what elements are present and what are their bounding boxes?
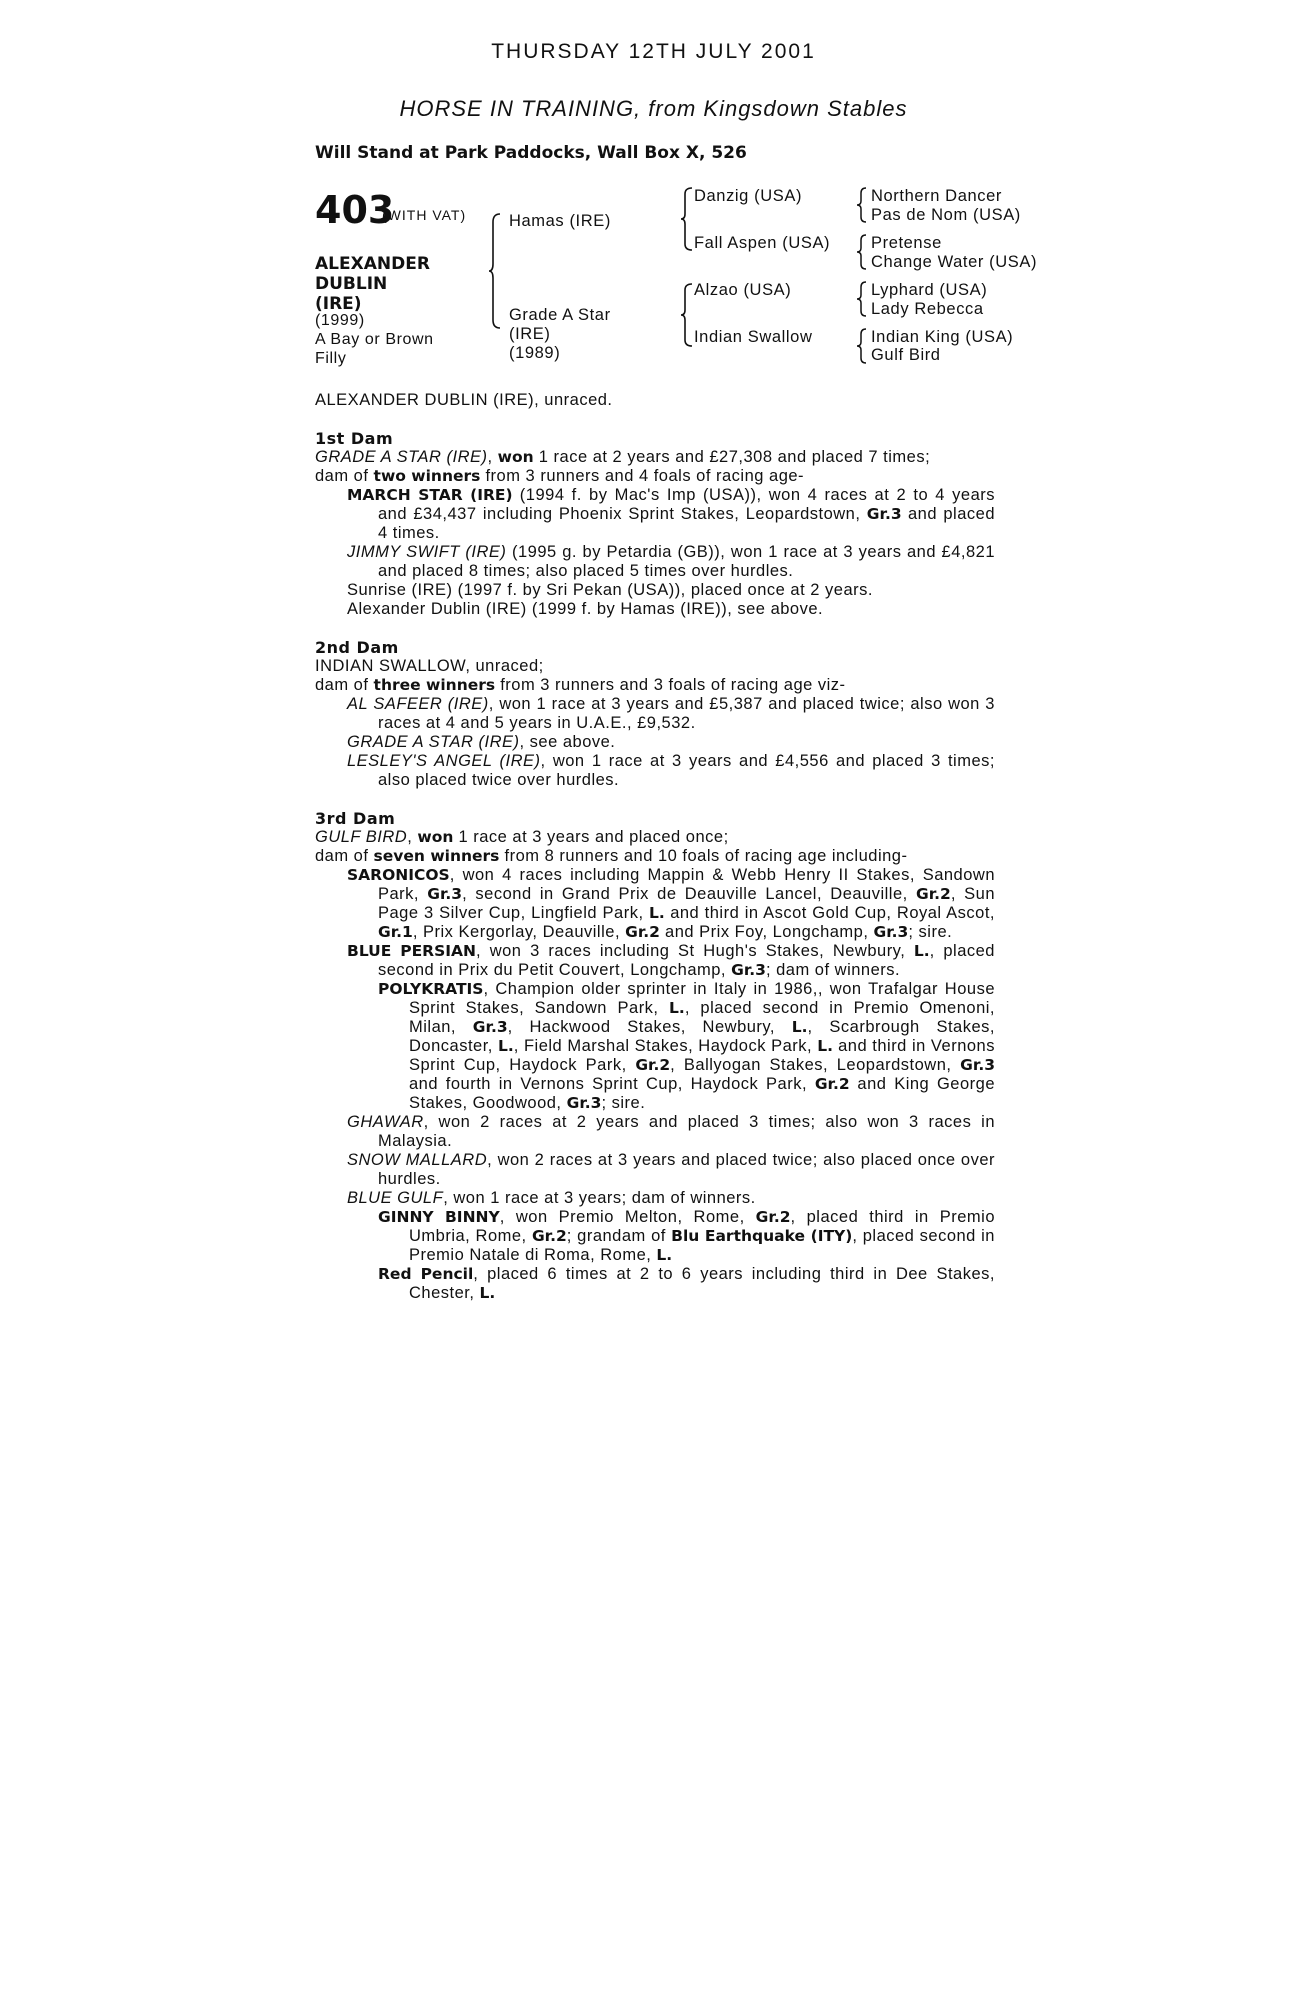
winners-count: two winners: [373, 467, 481, 485]
text: , Ballyogan Stakes, Leopardstown,: [670, 1056, 961, 1074]
second-dam-heading: 2nd Dam: [315, 638, 399, 657]
lot-number: 403: [315, 188, 395, 232]
grade-label: Gr.3: [960, 1056, 995, 1074]
grade-label: Gr.2: [625, 923, 660, 941]
pedigree-gen3-4: Change Water (USA): [871, 253, 1038, 271]
text: from 3 runners and 3 foals of racing age viz-: [495, 676, 846, 694]
text: from 3 runners and 4 foals of racing age-: [480, 467, 805, 485]
lot-subtitle: HORSE IN TRAINING, from Kingsdown Stables: [399, 96, 908, 121]
pedigree-brace-danzig: [856, 186, 868, 224]
sale-date: THURSDAY 12TH JULY 2001: [491, 40, 816, 63]
progeny-entry: [315, 752, 995, 790]
text: , Scarbrough Stakes, Doncaster,: [409, 1018, 995, 1055]
progeny-entry: [315, 866, 995, 942]
text: , won 2 races at 3 years and placed twice; also placed once over hurdles.: [378, 1151, 995, 1188]
text: , won 1 race at 3 years; dam of winners.: [443, 1189, 756, 1207]
text: , won 2 races at 2 years and placed 3 times; also won 3 races in Malaysia.: [378, 1113, 995, 1150]
text: and third in Ascot Gold Cup, Royal Ascot,: [664, 904, 995, 922]
text: and placed 4 times.: [378, 505, 996, 542]
third-dam-produce: [315, 847, 995, 866]
progeny-name: SNOW MALLARD: [347, 1151, 488, 1169]
pedigree-brace-main: [488, 212, 502, 330]
pedigree-dam-line: (1989): [509, 344, 561, 362]
pedigree-gen2-4: Indian Swallow: [694, 328, 813, 346]
text: dam of: [315, 467, 374, 485]
third-dam-record: [315, 828, 995, 847]
pedigree-dam: [509, 306, 611, 363]
pedigree-gen2-3: Alzao (USA): [694, 281, 792, 299]
text: dam of: [315, 847, 374, 865]
grade-label: L.: [791, 1018, 808, 1036]
text: , placed second in Premio Omenoni, Milan,: [409, 999, 995, 1036]
progeny-entry: Alexander Dublin (IRE) (1999 f. by Hamas (IRE)), see above.: [347, 600, 824, 618]
text: , second in Grand Prix de Deauville Lancel, Deauville,: [462, 885, 916, 903]
grade-label: Gr.1: [378, 923, 413, 941]
grade-label: L.: [498, 1037, 514, 1055]
progeny-name: SARONICOS: [347, 866, 450, 884]
progeny-name: GRADE A STAR (IRE): [347, 733, 520, 751]
grade-label: Gr.3: [731, 961, 766, 979]
progeny-entry: [315, 1151, 995, 1189]
text: 1 race at 2 years and £27,308 and placed 7 times;: [533, 448, 931, 466]
unraced-note: ALEXANDER DUBLIN (IRE), unraced.: [315, 391, 613, 409]
text: , Hackwood Stakes, Newbury,: [507, 1018, 792, 1036]
text: , see above.: [519, 733, 616, 751]
pedigree-gen3-2: Pas de Nom (USA): [871, 206, 1021, 224]
horse-info: [315, 311, 434, 368]
catalogue-body: [315, 391, 995, 1303]
first-dam-heading: 1st Dam: [315, 429, 394, 448]
pedigree-gen3-8: Gulf Bird: [871, 346, 941, 364]
grade-label: Gr.3: [873, 923, 909, 941]
progeny-name: JIMMY SWIFT (IRE): [347, 543, 507, 561]
progeny-entry: [315, 486, 995, 543]
won-label: won: [497, 448, 534, 466]
text: ; grandam of: [566, 1227, 672, 1245]
text: (1995 g. by Petardia (GB)), won 1 race at 3 years and £4,821 and placed 8 times; also placed 5 times over hurdles.: [378, 543, 996, 580]
pedigree-gen3-1: Northern Dancer: [871, 187, 1002, 205]
text: , placed 6 times at 2 to 6 years including third in Dee Stakes, Chester,: [409, 1265, 995, 1302]
pedigree-gen2-2: Fall Aspen (USA): [694, 234, 831, 252]
horse-name-line: ALEXANDER: [315, 254, 430, 274]
text: ; sire.: [601, 1094, 646, 1112]
grade-label: L.: [479, 1284, 496, 1302]
horse-desc-line: Filly: [315, 350, 347, 367]
progeny-name: LESLEY'S ANGEL (IRE): [347, 752, 541, 770]
progeny-name: AL SAFEER (IRE): [347, 695, 489, 713]
text: , won 1 race at 3 years and £5,387 and placed twice; also won 3 races at 4 and 5 years in U.A.E., £9,532.: [378, 695, 995, 732]
dam-name: GULF BIRD: [315, 828, 408, 846]
pedigree-gen3-7: Indian King (USA): [871, 328, 1014, 346]
grade-label: Gr.2: [635, 1056, 671, 1074]
grade-label: L.: [817, 1037, 833, 1055]
grade-label: Gr.2: [531, 1227, 567, 1245]
text: , Prix Kergorlay, Deauville,: [412, 923, 626, 941]
progeny-name: MARCH STAR (IRE): [347, 486, 513, 504]
pedigree-brace-fallaspen: [856, 233, 868, 271]
progeny-name: BLUE PERSIAN: [347, 942, 477, 960]
vat-note: (WITH VAT): [382, 207, 467, 223]
progeny-entry: [315, 733, 995, 752]
progeny-entry: [315, 543, 995, 581]
horse-name-line: DUBLIN: [315, 274, 388, 294]
progeny-name: Red Pencil: [378, 1265, 474, 1283]
text: , placed second in Prix du Petit Couvert, Longchamp,: [378, 942, 995, 979]
horse-name: [315, 254, 430, 314]
grade-label: L.: [648, 904, 665, 922]
progeny-name: Blu Earthquake (ITY): [671, 1227, 853, 1245]
third-dam-heading: 3rd Dam: [315, 809, 396, 828]
grade-label: Gr.2: [814, 1075, 850, 1093]
pedigree-gen3-5: Lyphard (USA): [871, 281, 988, 299]
progeny-entry: [315, 1113, 995, 1151]
text: (1994 f. by Mac's Imp (USA)), won 4 races at 2 to 4 years and £34,437 including Phoenix Sprint Stakes, Leopardstown,: [378, 486, 995, 523]
grade-label: Gr.3: [427, 885, 463, 903]
text: , won 3 races including St Hugh's Stakes, Newbury,: [476, 942, 914, 960]
grade-label: Gr.3: [566, 1094, 602, 1112]
progeny-entry: [315, 1208, 995, 1265]
text: , Sun Page 3 Silver Cup, Lingfield Park,: [378, 885, 996, 922]
horse-name-line: (IRE): [315, 294, 362, 314]
winners-count: seven winners: [373, 847, 500, 865]
text: dam of: [315, 676, 374, 694]
second-dam-record: INDIAN SWALLOW, unraced;: [315, 657, 544, 675]
pedigree-gen2-1: Danzig (USA): [694, 187, 803, 205]
text: ; dam of winners.: [765, 961, 901, 979]
pedigree-gen3-6: Lady Rebecca: [871, 300, 984, 318]
grade-label: Gr.3: [472, 1018, 508, 1036]
pedigree-dam-line: Grade A Star: [509, 306, 611, 324]
progeny-entry: [315, 1189, 995, 1208]
pedigree-brace-sire: [680, 186, 694, 252]
progeny-name: POLYKRATIS: [378, 980, 484, 998]
pedigree-brace-indianswallow: [856, 327, 868, 365]
grade-label: L.: [913, 942, 930, 960]
progeny-entry: Sunrise (IRE) (1997 f. by Sri Pekan (USA)), placed once at 2 years.: [347, 581, 873, 599]
pedigree-brace-dam: [680, 282, 694, 348]
text: , Field Marshal Stakes, Haydock Park,: [513, 1037, 818, 1055]
progeny-name: BLUE GULF: [347, 1189, 444, 1207]
text: and King George Stakes, Goodwood,: [409, 1075, 996, 1112]
text: and third in Vernons Sprint Cup, Haydock Park,: [409, 1037, 995, 1074]
grade-label: Gr.2: [755, 1208, 791, 1226]
progeny-entry: [315, 695, 995, 733]
text: ,: [407, 828, 418, 846]
first-dam-produce: [315, 467, 995, 486]
text: , Champion older sprinter in Italy in 1986,, won Trafalgar House Sprint Stakes, Sandown Park,: [409, 980, 995, 1017]
text: , placed third in Premio Umbria, Rome,: [409, 1208, 995, 1245]
grade-label: L.: [656, 1246, 673, 1264]
progeny-entry: [315, 980, 995, 1113]
horse-year: (1999): [315, 312, 365, 329]
progeny-entry: [315, 1265, 995, 1303]
text: from 8 runners and 10 foals of racing age including-: [499, 847, 908, 865]
dam-name: GRADE A STAR (IRE): [315, 448, 488, 466]
pedigree-dam-line: (IRE): [509, 325, 551, 343]
first-dam-record: GRADE A STAR (IRE), won 1 race at 2 years and £27,308 and placed 7 times;: [315, 448, 931, 466]
grade-label: Gr.3: [866, 505, 902, 523]
grade-label: Gr.2: [915, 885, 951, 903]
text: and fourth in Vernons Sprint Cup, Haydock Park,: [409, 1075, 815, 1093]
pedigree-brace-alzao: [856, 280, 868, 318]
stand-location: Will Stand at Park Paddocks, Wall Box X, 526: [315, 143, 747, 163]
grade-label: L.: [669, 999, 685, 1017]
text: and Prix Foy, Longchamp,: [659, 923, 874, 941]
text: , won Premio Melton, Rome,: [499, 1208, 756, 1226]
text: , won 1 race at 3 years and £4,556 and placed 3 times; also placed twice over hurdles.: [378, 752, 995, 789]
winners-count: three winners: [373, 676, 496, 694]
second-dam-produce: [315, 676, 995, 695]
text: , won 4 races including Mappin & Webb Henry II Stakes, Sandown Park,: [378, 866, 995, 903]
progeny-name: GHAWAR: [347, 1113, 424, 1131]
pedigree-gen3-3: Pretense: [871, 234, 942, 252]
won-label: won: [417, 828, 454, 846]
text: , placed second in Premio Natale di Roma, Rome,: [409, 1227, 995, 1264]
horse-desc-line: A Bay or Brown: [315, 331, 434, 348]
text: ; sire.: [908, 923, 953, 941]
progeny-entry: [315, 942, 995, 980]
text: 1 race at 3 years and placed once;: [453, 828, 729, 846]
progeny-name: GINNY BINNY: [378, 1208, 500, 1226]
pedigree-sire: Hamas (IRE): [509, 212, 611, 230]
